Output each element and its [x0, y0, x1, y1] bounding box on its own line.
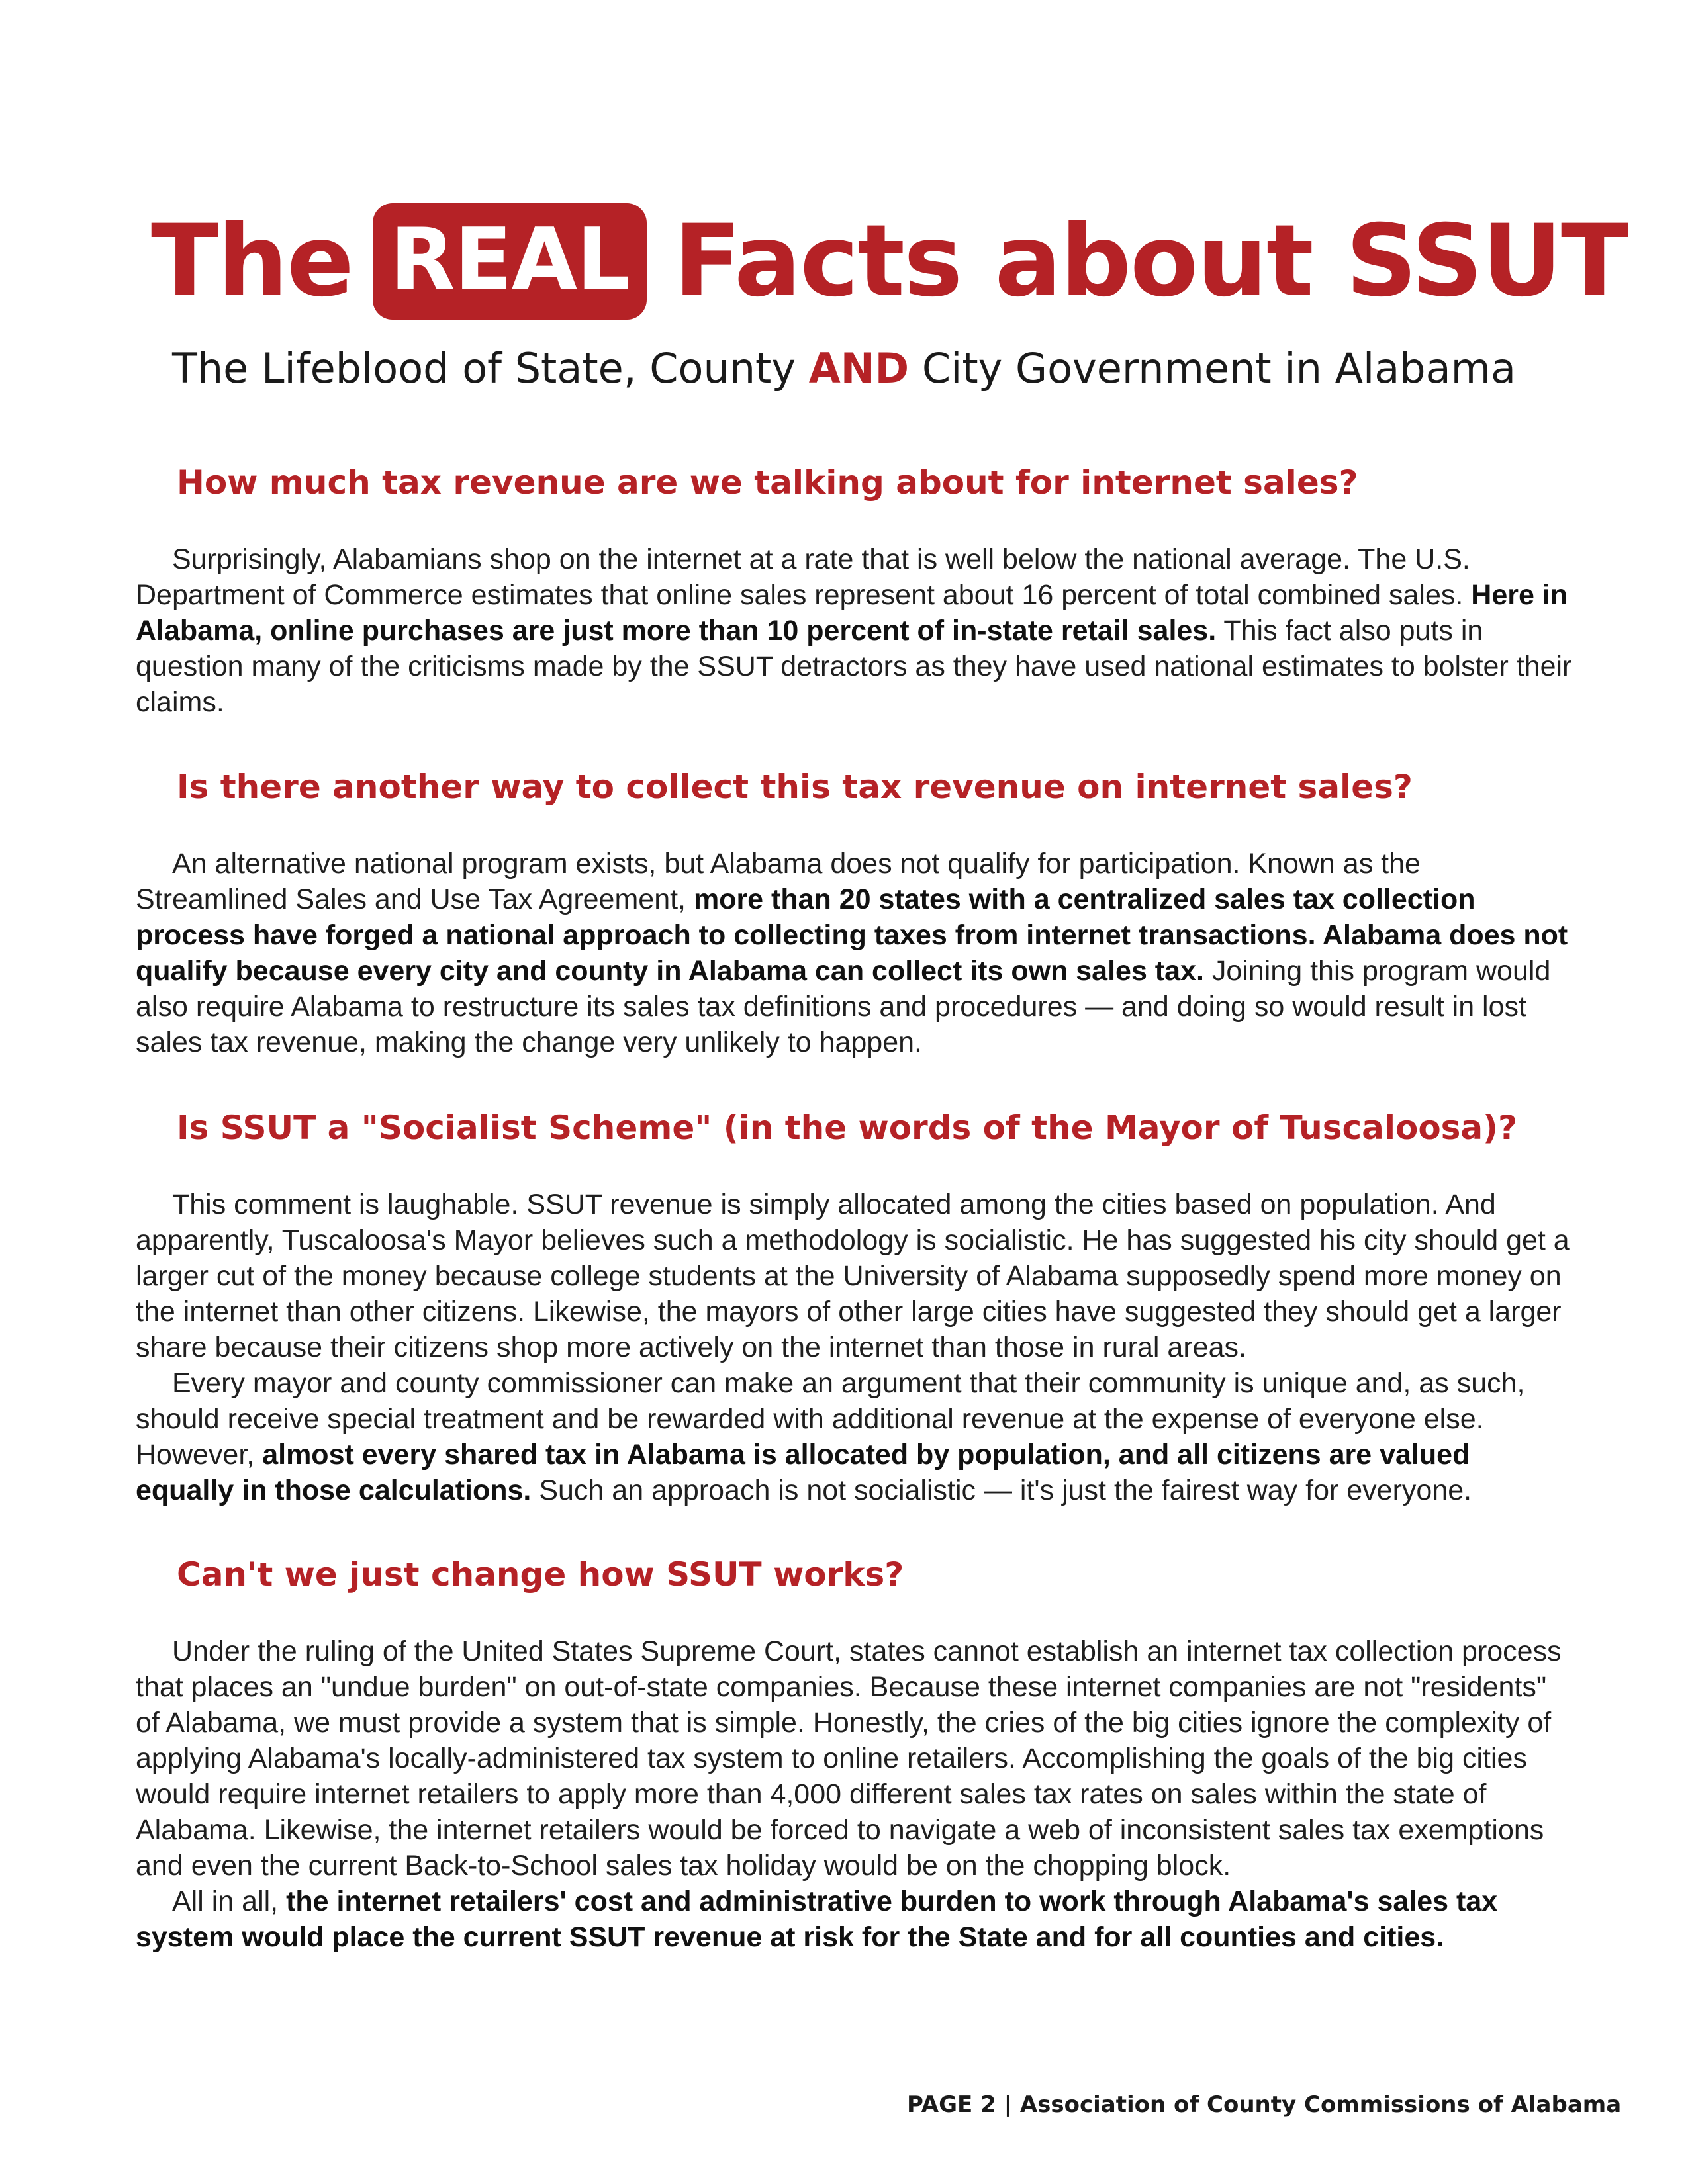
paragraph-bold: the internet retailers' cost and administrative burden to work through Alabama's sales tax system would place the current SSUT revenue at risk for the State and for all counties and cities.: [136, 1886, 1498, 1953]
paragraph-text: Every mayor and county commissioner can make an argument that their community is unique and, as such, should receive special treatment and be rewarded with additional revenue at the expense of everyone else. However,: [136, 1367, 1525, 1471]
subtitle-before: The Lifeblood of State, County: [171, 344, 809, 392]
title-after: Facts about SSUT: [673, 204, 1628, 319]
paragraph-bold: more than 20 states with a centralized sales tax collection process have forged a national approach to collecting taxes from internet transactions. Alabama does not qualify because every city and county in Alabama can collect its own sales tax.: [136, 884, 1568, 987]
section-paragraph: [136, 541, 1575, 720]
paragraph-text: This comment is laughable. SSUT revenue is simply allocated among the cities based on population. And apparently, Tuscaloosa's Mayor believes such a methodology is socialistic. He has suggested his city should get a larger cut of the money because college students at the University of Alabama supposedly spend more money on the internet than other citizens. Likewise, the mayors of other large cities have suggested they should get a larger share because their citizens shop more actively on the internet than those in rural areas.: [136, 1189, 1570, 1363]
page-title: [151, 192, 1628, 331]
paragraph-text: All in all,: [172, 1886, 287, 1917]
section-paragraph: [136, 846, 1575, 1060]
paragraph-text: Under the ruling of the United States Supreme Court, states cannot establish an internet tax collection process that places an "undue burden" on out-of-state companies. Because these internet companies are not "residents" of Alabama, we must provide a system that is simple. Honestly, the cries of the big cities ignore the complexity of applying Alabama's locally-administered tax system to online retailers. Accomplishing the goals of the big cities would require internet retailers to apply more than 4,000 different sales tax rates on sales within the state of Alabama. Likewise, the internet retailers would be forced to navigate a web of inconsistent sales tax exemptions and even the current Back-to-School sales tax holiday would be on the chopping block.: [136, 1635, 1562, 1882]
page-footer: PAGE 2 | Association of County Commissions of Alabama: [907, 2091, 1622, 2118]
section-socialist-scheme: [136, 1109, 1575, 1508]
paragraph-text: Joining this program would also require Alabama to restructure its sales tax definitions and procedures — and doing so would result in lost sales tax revenue, making the change very unlikely to happen.: [136, 955, 1551, 1058]
section-change-ssut: [136, 1555, 1575, 1955]
title-before: The: [151, 204, 353, 319]
section-paragraph: [136, 1187, 1575, 1365]
section-question: Is SSUT a "Socialist Scheme" (in the words of the Mayor of Tuscaloosa)?: [177, 1109, 1518, 1147]
paragraph-text: This fact also puts in question many of the criticisms made by the SSUT detractors as they have used national estimates to bolster their claims.: [136, 615, 1572, 718]
subtitle-after: City Government in Alabama: [909, 344, 1517, 392]
section-internet-sales-revenue: [136, 463, 1575, 720]
section-question: Is there another way to collect this tax revenue on internet sales?: [177, 768, 1413, 806]
paragraph-text: Surprisingly, Alabamians shop on the internet at a rate that is well below the national average. The U.S. Department of Commerce estimates that online sales represent about 16 percent of total combined sales.: [136, 543, 1472, 611]
section-paragraph: [136, 1884, 1575, 1955]
section-another-way: [136, 768, 1575, 1060]
paragraph-bold: Here in Alabama, online purchases are just more than 10 percent of in-state retail sales.: [136, 579, 1568, 647]
paragraph-text: Such an approach is not socialistic — it's just the fairest way for everyone.: [531, 1475, 1472, 1506]
section-question: Can't we just change how SSUT works?: [177, 1555, 904, 1594]
title-badge-real: REAL: [373, 203, 647, 320]
subtitle-accent: AND: [808, 344, 910, 392]
paragraph-text: An alternative national program exists, but Alabama does not qualify for participation. Known as the Streamlined Sales and Use Tax Agreement,: [136, 848, 1421, 915]
paragraph-bold: almost every shared tax in Alabama is allocated by population, and all citizens are valued equally in those calculations.: [136, 1439, 1470, 1506]
section-paragraph: [136, 1365, 1575, 1508]
section-paragraph: [136, 1633, 1575, 1884]
section-question: How much tax revenue are we talking about for internet sales?: [177, 463, 1358, 502]
page-subtitle: [0, 344, 1688, 392]
